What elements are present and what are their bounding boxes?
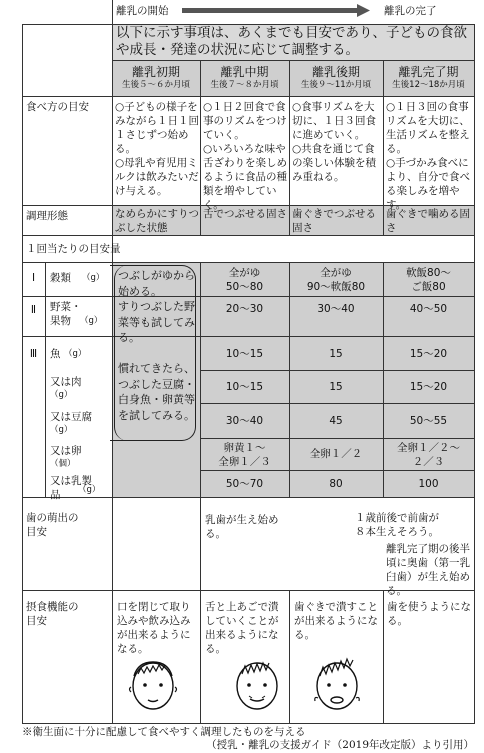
food-name-7: 又は乳製 品 — [50, 475, 92, 501]
food-num-3: Ⅲ — [29, 348, 38, 360]
food-name-6: 又は卵 — [50, 445, 82, 457]
stage-name-2: 離乳中期 — [220, 65, 269, 79]
eating-label: 食べ方の目安 — [26, 101, 89, 113]
cooking-cell-2: 舌でつぶせる固さ — [203, 208, 287, 220]
food-4-mid: 10～15 — [225, 381, 264, 393]
eating-cell-4: ○１日３回の食事リズムを大切に、生活リズムを整える。 ○手づかみ食べにより、自分で食べる楽しみを増やす。 — [386, 101, 470, 211]
food-unit-4: （g） — [50, 390, 73, 400]
food-4-complete: 15～20 — [409, 381, 448, 393]
food-5-complete: 50～55 — [409, 415, 448, 427]
baby-face-icon-closed-mouth — [128, 654, 178, 714]
food-3-mid: 10～15 — [225, 348, 264, 360]
teeth-complete: 離乳完了期の後半頃に奥歯（第一乳臼歯）が生え始める。 — [386, 543, 470, 597]
function-cell-2: 舌と上あごで潰していくことが出来るようになる。 — [205, 601, 279, 655]
food-6-mid: 卵黄１～ 全卵１／３ — [218, 442, 271, 468]
food-unit-2: （g） — [80, 316, 103, 326]
food-num-1: Ⅰ — [31, 272, 36, 284]
food-3-complete: 15～20 — [409, 348, 448, 360]
food-unit-3: （g） — [64, 349, 87, 359]
cooking-label: 調理形態 — [26, 210, 68, 222]
function-label: 摂食機能の 目安 — [26, 601, 79, 627]
food-unit-6: （個） — [50, 459, 76, 469]
teeth-label: 歯の萌出の 目安 — [26, 512, 79, 538]
food-5-late: 45 — [329, 415, 343, 427]
footnote: ※衛生面に十分に配慮して食べやすく調理したものを与える — [22, 726, 306, 738]
food-1-complete: 軟飯80～ ご飯80 — [406, 267, 451, 293]
food-1-late: 全がゆ 90～軟飯80 — [306, 267, 366, 293]
food-unit-1: （g） — [82, 273, 105, 283]
food-5-mid: 30～40 — [225, 415, 264, 427]
food-6-complete: 全卵１／２～ ２／３ — [397, 442, 460, 468]
stage-age-2: 生後７～８か月頃 — [210, 80, 279, 90]
cooking-cell-3: 歯ぐきでつぶせる固さ — [292, 208, 376, 234]
baby-face-icon-tongue — [232, 654, 282, 714]
food-name-1: 穀類 — [50, 272, 71, 284]
amount-label: １回当たりの目安量 — [26, 243, 121, 255]
stage-name-4: 離乳完了期 — [398, 65, 459, 79]
cooking-cell-1: なめらかにすりつぶした状態 — [115, 208, 199, 234]
source-citation: （授乳・離乳の支援ガイド（2019年改定版）より引用） — [206, 739, 474, 751]
food-name-4: 又は肉 — [50, 376, 82, 388]
banner-text: 以下に示す事項は、あくまでも目安であり、子どもの食欲や成長・発達の状況に応じて調整する。 — [116, 25, 467, 58]
food-7-mid: 50～70 — [225, 478, 264, 490]
stage-age-1: 生後５～６か月頃 — [121, 80, 190, 90]
food-2-mid: 20～30 — [225, 303, 264, 315]
eating-cell-2: ○１日２回食で食事のリズムをつけていく。 ○いろいろな味や舌ざわりを楽しめるように食品の種類を増やしていく。 — [203, 101, 287, 211]
eating-cell-3: ○食事リズムを大切に、１日３回食に進めていく。 ○共食を通じて食の楽しい体験を積み重ねる。 — [292, 101, 376, 183]
timeline-arrow-icon — [182, 4, 372, 18]
early-note: つぶしがゆから始める。 すりつぶした野菜等も試してみる。 慣れてきたら、つぶした豆腐・白身魚・卵黄等を試してみる。 — [118, 269, 195, 422]
food-unit-5: （g） — [50, 425, 73, 435]
food-7-complete: 100 — [418, 478, 439, 490]
stage-name-1: 離乳初期 — [131, 65, 180, 79]
stage-name-3: 離乳後期 — [311, 65, 360, 79]
food-7-late: 80 — [329, 478, 343, 490]
function-cell-1: 口を閉じて取り込みや飲み込みが出来るようになる。 — [117, 601, 191, 655]
food-2-complete: 40～50 — [409, 303, 448, 315]
baby-face-icon-chewing — [312, 654, 362, 714]
food-unit-7: （g） — [78, 485, 101, 495]
food-1-mid: 全がゆ 50～80 — [225, 267, 264, 293]
food-name-5: 又は豆腐 — [50, 411, 92, 423]
stage-age-4: 生後12～18か月頃 — [392, 80, 465, 90]
food-name-2: 野菜・ 果物 — [50, 301, 82, 327]
stage-age-3: 生後９～11か月頃 — [300, 80, 372, 90]
food-num-2: Ⅱ — [30, 304, 37, 316]
food-name-3: 魚 — [50, 348, 61, 360]
food-4-late: 15 — [329, 381, 343, 393]
food-6-late: 全卵１／２ — [309, 448, 363, 460]
function-cell-4: 歯を使うようになる。 — [387, 601, 471, 627]
eating-cell-1: ○子どもの様子をみながら１日１回１さじずつ始める。 ○母乳や育児用ミルクは飲みたいだけ与える。 — [115, 101, 199, 197]
food-2-late: 30～40 — [317, 303, 355, 315]
teeth-mid: 乳歯が生え始める。 — [205, 514, 279, 540]
cooking-cell-4: 歯ぐきで噛める固さ — [386, 208, 470, 234]
timeline-start: 離乳の開始 — [116, 5, 169, 17]
timeline-end: 離乳の完了 — [384, 5, 437, 17]
function-cell-3: 歯ぐきで潰すことが出来るようになる。 — [294, 601, 378, 641]
food-3-late: 15 — [329, 348, 343, 360]
teeth-late: １歳前後で前歯が ８本生えそろう。 — [355, 512, 439, 538]
